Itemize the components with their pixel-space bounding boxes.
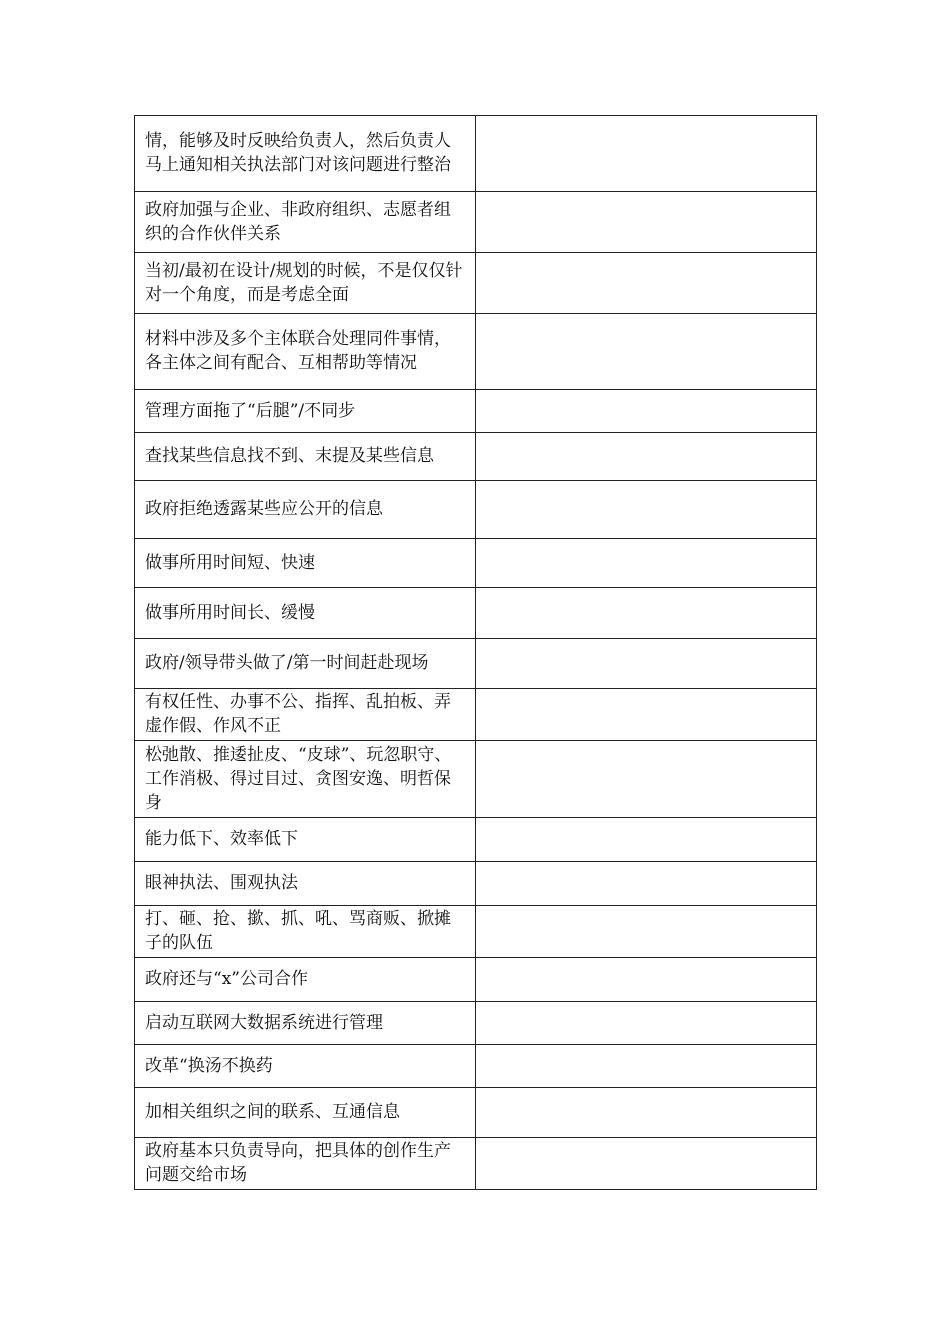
table-cell-value: [476, 1088, 817, 1138]
table-cell-text: 管理方面拖了“后腿”/不同步: [135, 390, 476, 433]
table-row: [135, 1088, 817, 1138]
table-cell-value: [476, 958, 817, 1002]
table-cell-text: 政府还与“x”公司合作: [135, 958, 476, 1002]
table-row: [135, 1002, 817, 1045]
table-cell-text: 做事所用时间长、缓慢: [135, 588, 476, 639]
table-cell-text: 启动互联网大数据系统进行管理: [135, 1002, 476, 1045]
table-cell-value: [476, 639, 817, 689]
table-cell-text: 松弛散、推逶扯皮、“皮球”、玩忽职守、工作消极、得过目过、贪图安逸、明哲保身: [135, 741, 476, 818]
table-cell-value: [476, 116, 817, 192]
table-cell-value: [476, 433, 817, 481]
table-cell-value: [476, 741, 817, 818]
table-cell-text: 情，能够及时反映给负责人，然后负责人马上通知相关执法部门对该问题进行整治: [135, 116, 476, 192]
table-cell-value: [476, 481, 817, 539]
table-row: [135, 689, 817, 741]
table-row: [135, 1045, 817, 1088]
table-row: [135, 433, 817, 481]
table-cell-value: [476, 689, 817, 741]
table-row: [135, 818, 817, 862]
table-cell-text: 有权任性、办事不公、指挥、乱拍板、弄虚作假、作风不正: [135, 689, 476, 741]
table-cell-value: [476, 1045, 817, 1088]
table-row: [135, 906, 817, 958]
table-row: [135, 481, 817, 539]
table-cell-text: 当初/最初在设计/规划的时候，不是仅仅针对一个角度，而是考虑全面: [135, 253, 476, 314]
document-table: [134, 115, 817, 1190]
table-cell-value: [476, 862, 817, 906]
table-cell-text: 眼神执法、围观执法: [135, 862, 476, 906]
table-cell-value: [476, 818, 817, 862]
table-cell-text: 查找某些信息找不到、末提及某些信息: [135, 433, 476, 481]
table-cell-text: 改革“换汤不换药: [135, 1045, 476, 1088]
table-cell-value: [476, 390, 817, 433]
table-cell-text: 政府/领导带头做了/第一时间赶赴现场: [135, 639, 476, 689]
table-row: [135, 390, 817, 433]
table-cell-value: [476, 588, 817, 639]
table-row: [135, 539, 817, 588]
table-row: [135, 862, 817, 906]
table-cell-text: 打、砸、抢、撳、抓、吼、骂商贩、掀摊子的队伍: [135, 906, 476, 958]
table-cell-text: 材料中涉及多个主体联合处理同件事情，各主体之间有配合、互相帮助等情况: [135, 314, 476, 390]
table-row: [135, 253, 817, 314]
table-cell-text: 政府拒绝透露某些应公开的信息: [135, 481, 476, 539]
table-cell-text: 做事所用时间短、快速: [135, 539, 476, 588]
table-cell-value: [476, 192, 817, 253]
table-row: [135, 192, 817, 253]
table-cell-value: [476, 1138, 817, 1190]
table-cell-value: [476, 539, 817, 588]
table-row: [135, 741, 817, 818]
table-cell-value: [476, 1002, 817, 1045]
table-cell-text: 加相关组织之间的联系、互通信息: [135, 1088, 476, 1138]
table-cell-value: [476, 253, 817, 314]
table-row: [135, 958, 817, 1002]
table-cell-text: 能力低下、效率低下: [135, 818, 476, 862]
table-cell-text: 政府基本只负责导向，把具体的创作生产问题交给市场: [135, 1138, 476, 1190]
table-cell-value: [476, 906, 817, 958]
table-row: [135, 588, 817, 639]
table-row: [135, 314, 817, 390]
table-row: [135, 639, 817, 689]
table-row: [135, 116, 817, 192]
table-cell-text: 政府加强与企业、非政府组织、志愿者组织的合作伙伴关系: [135, 192, 476, 253]
table-cell-value: [476, 314, 817, 390]
table-row: [135, 1138, 817, 1190]
